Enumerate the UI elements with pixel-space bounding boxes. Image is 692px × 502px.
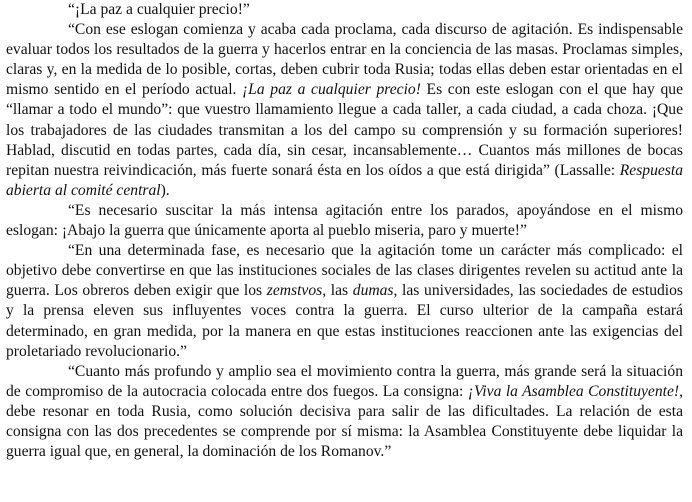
text-run: , debe resonar en toda Rusia, como solución decisiva para salir de las dificultades. La relación de esta consigna con las dos precedentes se comprende por sí misma: la Asamblea Constituyente debe liquidar la guerra igual que, en general, la dominación de los Romanov.” [6,382,683,461]
paragraph [6,362,683,462]
text-run: “Cuanto más profundo y amplio sea el movimiento contra la guerra, más grande será la situación de compromiso de la autocracia colocada entre dos fuegos. La consigna: [6,362,683,400]
text-run: “Es necesario suscitar la más intensa agitación entre los parados, apoyándose en el mismo eslogan: ¡Abajo la guerra que únicamente aporta al pueblo miseria, paro y muerte!” [6,201,683,240]
italic-text: ¡La paz a cualquier precio! [242,81,421,99]
paragraph [6,20,683,201]
text-run: “¡La paz a cualquier precio!” [68,1,250,18]
document-body [6,0,683,462]
paragraph [6,241,683,362]
italic-text: dumas [352,282,394,300]
text-run: “Con ese eslogan comienza y acaba cada proclama, cada discurso de agitación. Es indispensable evaluar todos los resultados de la guerra y hacerlos entrar en la conciencia de las masas. Proclamas simples, claras y, en la medida de lo posible, cortas, deben cubrir toda Rusia; todas ellas deben estar orientadas en el mismo sentido en el período actual. [6,21,683,99]
text-run: “En una determinada fase, es necesario que la agitación tome un carácter más complicado: el objetivo debe convertirse en que las instituciones sociales de las clases dirigentes revelen su actitud ante la guerra. Los obreros deben exigir que los [6,242,683,300]
italic-text: zemstvos [266,282,323,300]
italic-text: ¡Viva la Asamblea Constituyente! [467,382,680,400]
text-run: , las [322,282,353,300]
text-run: , las universidades, las sociedades de estudios y la prensa eleven sus influyentes voces contra la guerra. El curso ulterior de la campaña estará determinado, en gran medida, por la manera en que estas instituciones reaccionen ante las exigencias del proletariado revolucionario.” [6,282,683,360]
paragraph [6,201,683,241]
text-run: ). [160,181,170,199]
paragraph [6,0,683,20]
text-run: Es con este eslogan con el que hay que “llamar a todo el mundo”: que vuestro llamamiento llegue a cada taller, a cada ciudad, a cada choza. ¡Que los trabajadores de las ciudades transmitan a los del campo su comprensión y su formación superiores! Hablad, discutid en todas partes, cada día, sin cesar, incansablemente… Cuantos más millones de bocas repitan nuestra reivindicación, más fuerte sonará ésta en los oídos a que está dirigida” (Lassalle: [6,81,684,179]
italic-text: Respuesta abierta al comité central [6,161,683,199]
